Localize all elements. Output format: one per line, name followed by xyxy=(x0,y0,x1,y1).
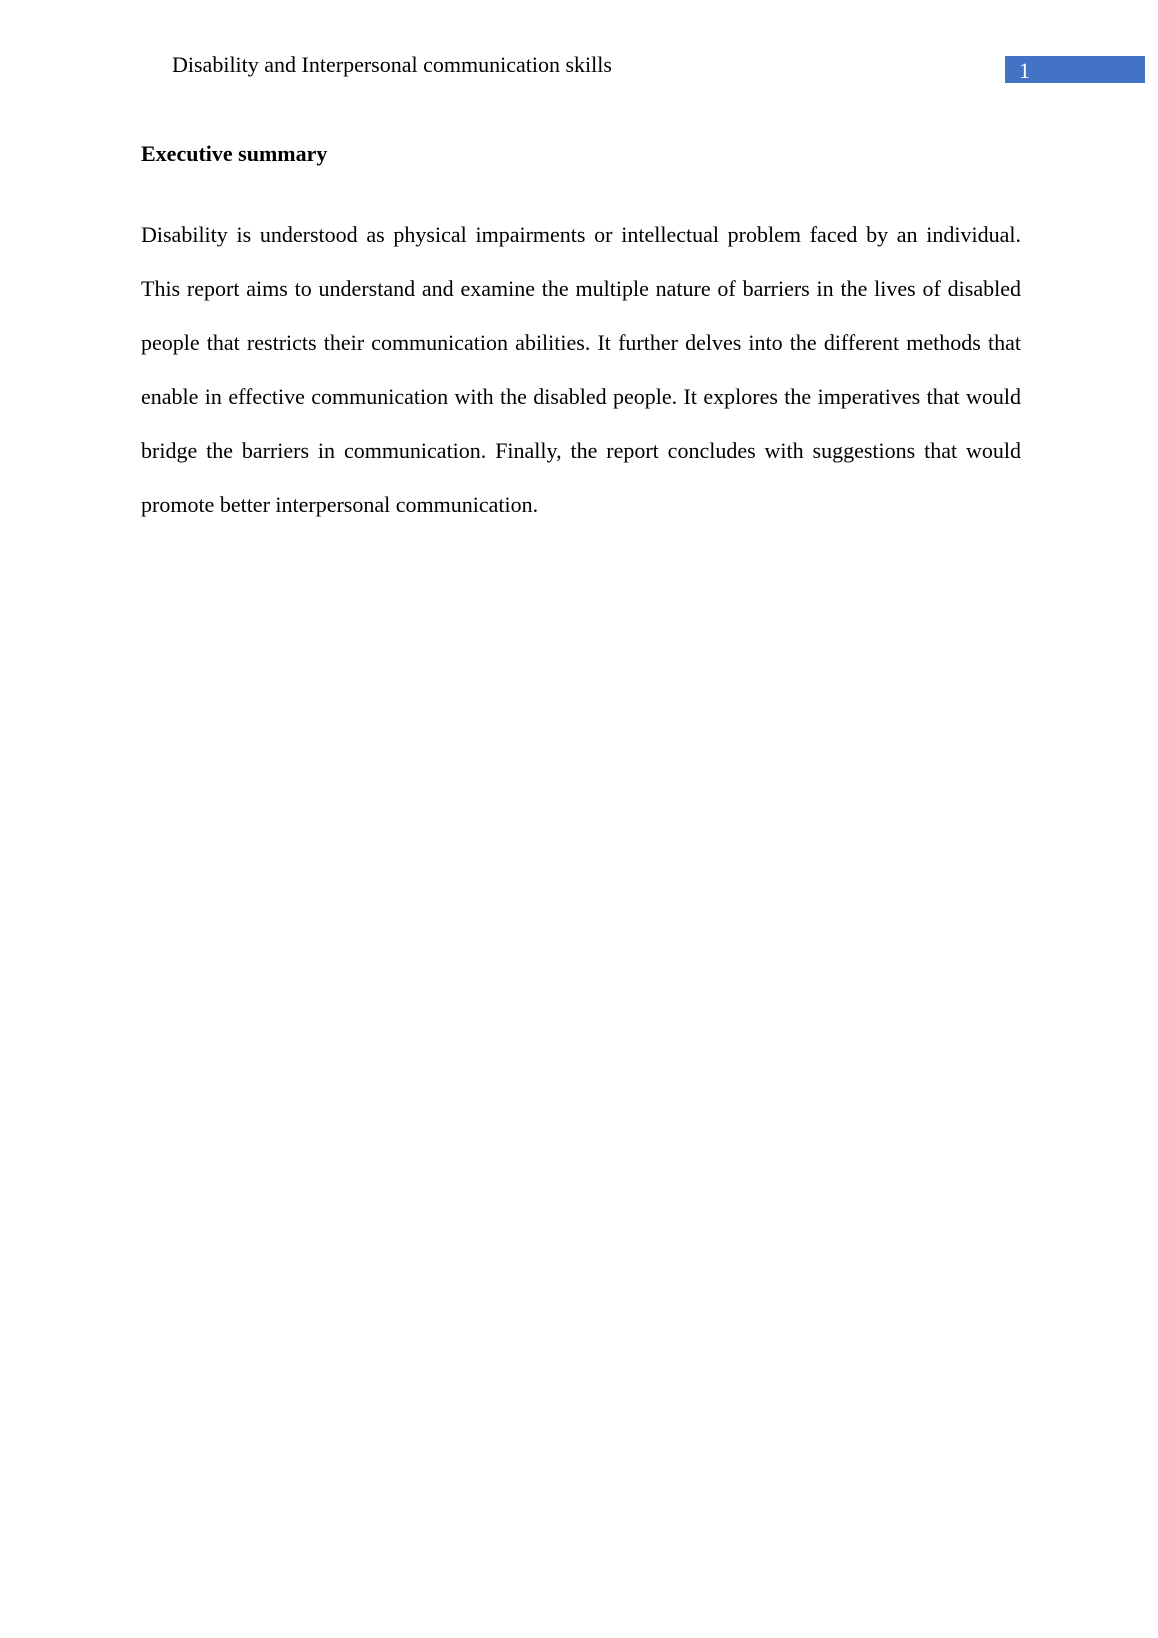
page-number: 1 xyxy=(1019,58,1030,83)
summary-paragraph: Disability is understood as physical impairments or intellectual problem faced by an individual. This report aims to understand and examine the multiple nature of barriers in the lives of disabled people that restricts their communication abilities. It further delves into the different methods that enable in effective communication with the disabled people. It explores the imperatives that would bridge the barriers in communication. Finally, the report concludes with suggestions that would promote better interpersonal communication. xyxy=(141,222,1021,517)
running-head: Disability and Interpersonal communication skills xyxy=(172,52,612,77)
section-heading: Executive summary xyxy=(141,141,328,166)
page-number-badge xyxy=(1005,56,1145,83)
